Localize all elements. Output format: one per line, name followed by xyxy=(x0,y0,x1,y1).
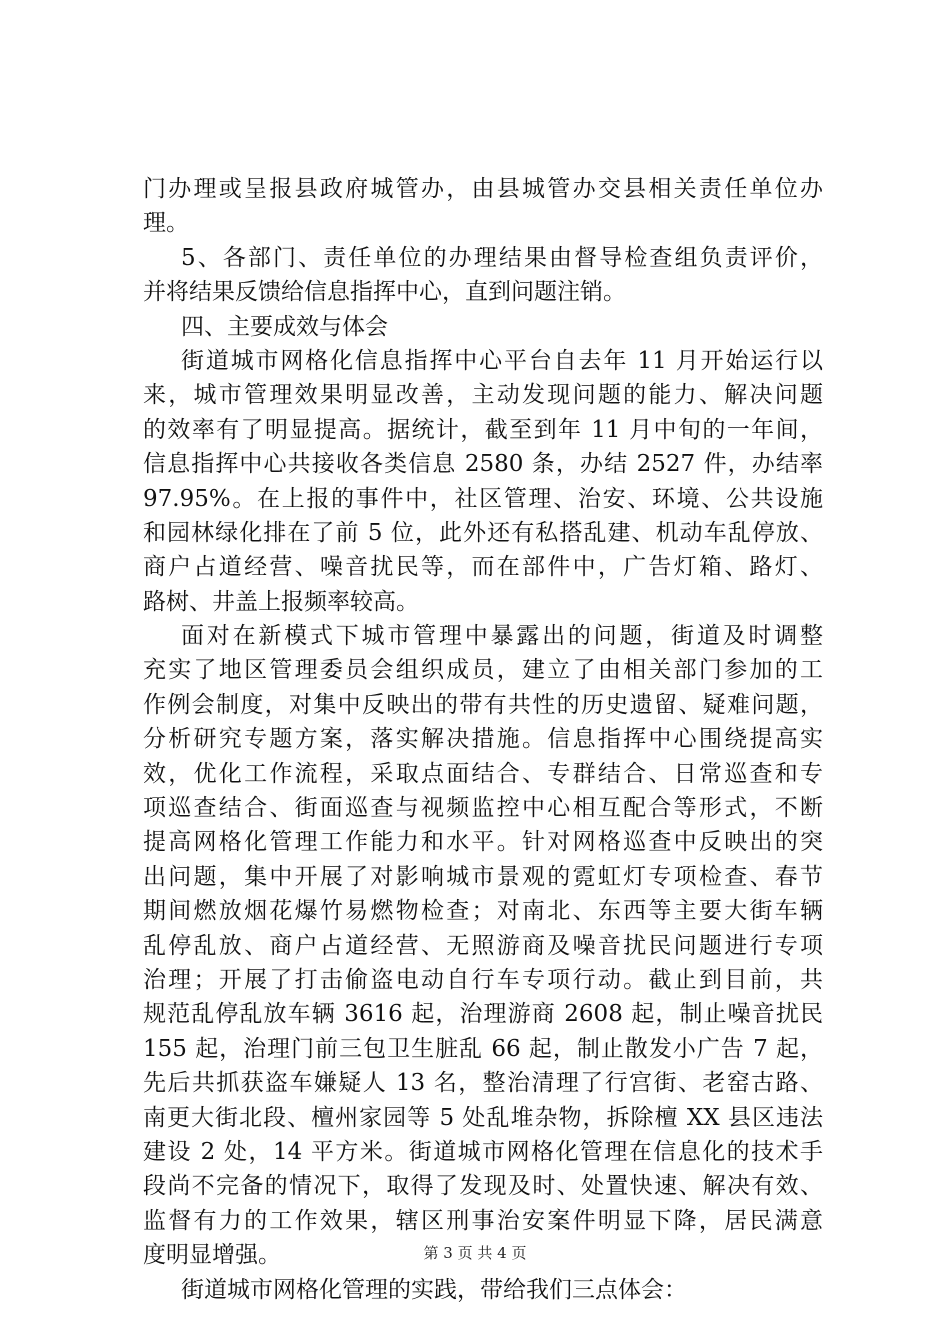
text-line: 段尚不完备的情况下，取得了发现及时、处置快速、解决有效、 xyxy=(143,1173,823,1200)
text-line: 提高网格化管理工作能力和水平。针对网格巡查中反映出的突 xyxy=(143,829,823,856)
text-line: 门办理或呈报县政府城管办，由县城管办交县相关责任单位办 xyxy=(143,176,823,202)
text-line: 建设 2 处，14 平方米。街道城市网格化管理在信息化的技术手 xyxy=(143,1138,823,1165)
text-line: 分析研究专题方案，落实解决措施。信息指挥中心围绕提高实 xyxy=(143,726,823,753)
text-line: 来，城市管理效果明显改善，主动发现问题的能力、解决问题 xyxy=(143,382,823,409)
text-line: 和园林绿化排在了前 5 位，此外还有私搭乱建、机动车乱停放、 xyxy=(143,519,823,546)
text-line: 商户占道经营、噪音扰民等，而在部件中，广告灯箱、路灯、 xyxy=(143,554,823,581)
text-line: 的效率有了明显提高。据统计，截至到年 11 月中旬的一年间， xyxy=(143,416,823,443)
text-line: 先后共抓获盗车嫌疑人 13 名，整治清理了行宫街、老窑古路、 xyxy=(143,1070,823,1097)
text-line: 路树、井盖上报频率较高。 xyxy=(143,588,419,615)
page-footer: 第 3 页 共 4 页 xyxy=(423,1244,527,1262)
text-line: 度明显增强。 xyxy=(143,1242,281,1269)
text-line: 97.95%。在上报的事件中，社区管理、治安、环境、公共设施 xyxy=(143,485,823,512)
text-line: 理。 xyxy=(143,210,189,237)
text-line: 155 起，治理门前三包卫生脏乱 66 起，制止散发小广告 7 起， xyxy=(143,1035,823,1062)
text-line: 信息指挥中心共接收各类信息 2580 条，办结 2527 件，办结率 xyxy=(143,451,823,478)
text-line: 项巡查结合、街面巡查与视频监控中心相互配合等形式，不断 xyxy=(143,795,823,822)
text-line: 期间燃放烟花爆竹易燃物检查；对南北、东西等主要大街车辆 xyxy=(143,898,823,925)
text-line: 四、主要成效与体会 xyxy=(181,313,388,340)
text-line: 面对在新模式下城市管理中暴露出的问题，街道及时调整 xyxy=(181,623,823,650)
text-line: 5、各部门、责任单位的办理结果由督导检查组负责评价， xyxy=(181,244,823,271)
text-line: 南更大街北段、檀州家园等 5 处乱堆杂物，拆除檀 XX 县区违法 xyxy=(143,1104,823,1131)
text-line: 作例会制度，对集中反映出的带有共性的历史遗留、疑难问题， xyxy=(143,691,823,718)
text-line: 治理；开展了打击偷盗电动自行车专项行动。截止到目前，共 xyxy=(143,966,823,993)
text-line: 规范乱停乱放车辆 3616 起，治理游商 2608 起，制止噪音扰民 xyxy=(143,1001,823,1028)
document-body xyxy=(143,172,823,1307)
text-line: 街道城市网格化信息指挥中心平台自去年 11 月开始运行以 xyxy=(181,347,823,374)
text-line: 监督有力的工作效果，辖区刑事治安案件明显下降，居民满意 xyxy=(143,1207,823,1234)
text-line: 出问题，集中开展了对影响城市景观的霓虹灯专项检查、春节 xyxy=(143,863,823,890)
text-line: 街道城市网格化管理的实践，带给我们三点体会： xyxy=(181,1276,687,1303)
text-line: 效，优化工作流程，采取点面结合、专群结合、日常巡查和专 xyxy=(143,760,823,787)
text-line: 充实了地区管理委员会组织成员，建立了由相关部门参加的工 xyxy=(143,657,823,684)
text-line: 并将结果反馈给信息指挥中心，直到问题注销。 xyxy=(143,279,626,306)
text-line: 乱停乱放、商户占道经营、无照游商及噪音扰民问题进行专项 xyxy=(143,932,823,959)
